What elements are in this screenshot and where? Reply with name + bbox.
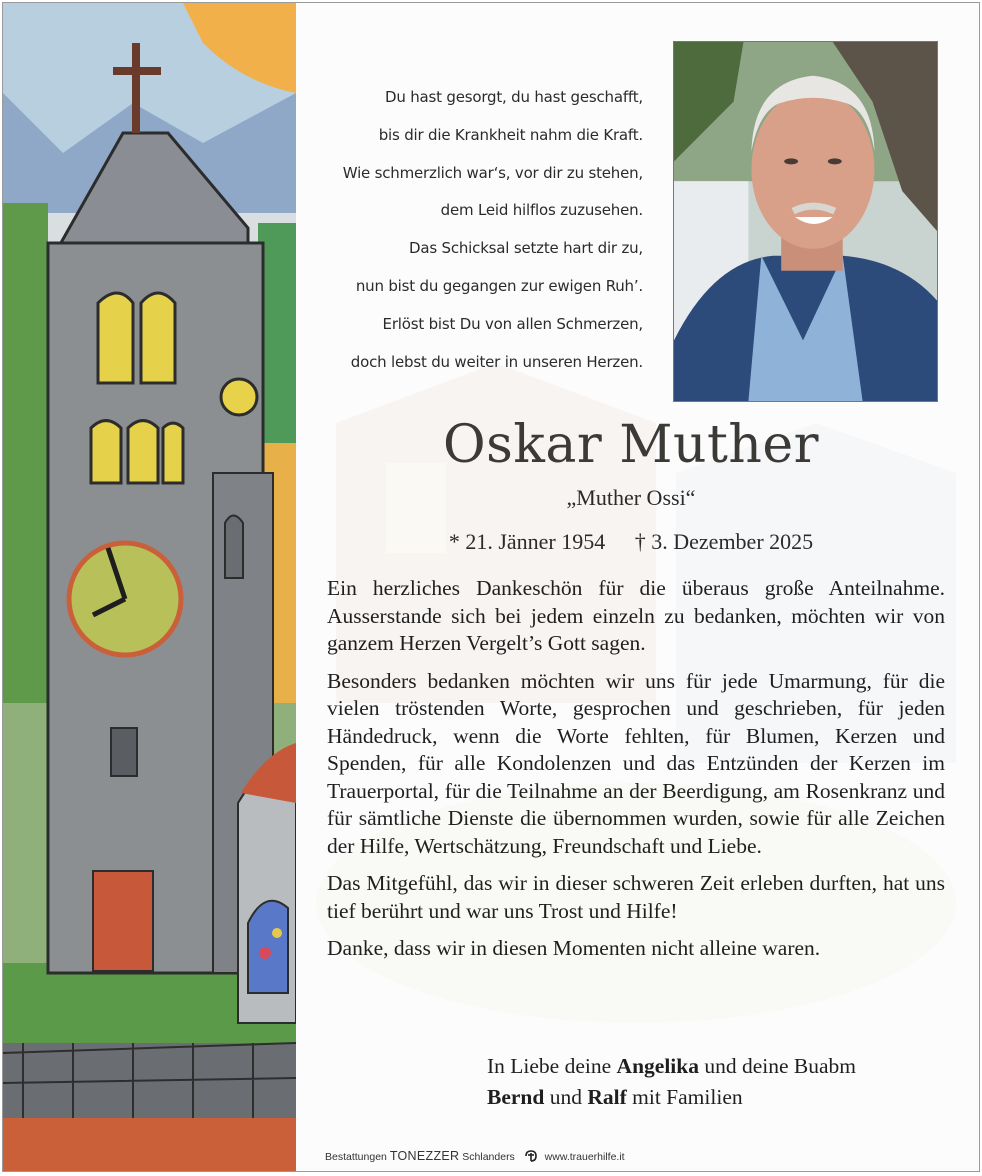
funeral-home-brand: TONEZZER bbox=[389, 1149, 460, 1163]
deceased-name: Oskar Muther bbox=[443, 415, 819, 475]
family-name: Angelika bbox=[616, 1054, 699, 1078]
poem-line: doch lebst du weiter in unseren Herzen. bbox=[350, 352, 643, 371]
obituary-card bbox=[2, 2, 980, 1172]
poem-line: Du hast gesorgt, du hast geschafft, bbox=[385, 88, 643, 106]
thank-you-text bbox=[327, 575, 945, 973]
trauerhilfe-logo-icon bbox=[524, 1150, 538, 1162]
signature-line-1 bbox=[487, 1051, 967, 1082]
signature bbox=[487, 1051, 967, 1113]
footer-place: Schlanders bbox=[462, 1151, 515, 1163]
paragraph: Besonders bedanken möchten wir uns für jede Umarmung, für die vielen tröstenden Worte, gesprochen und geschrieben, für jeden Händedruck, wenn die Worte fehlten, für Blumen, Kerzen und Spenden, für alle Kondolenzen und das Entzünden der Kerzen im Trauerportal, für die Teilnahme an der Beerdigung, am Rosenkranz und für sämtliche Dienste die übernommen wurden, sowie für alle Zeichen der Hilfe, Wertschätzung, Freundschaft und Liebe. bbox=[327, 668, 945, 858]
portrait-photo bbox=[673, 41, 938, 402]
family-name: Bernd bbox=[487, 1085, 545, 1109]
signature-text: und bbox=[549, 1085, 582, 1109]
paragraph: Ein herzliches Dankeschön für die überaus große Anteilnahme. Ausserstande sich bei jedem einzeln zu bedanken, möchten wir von ganzem Herzen Vergelt’s Gott sagen. bbox=[327, 576, 945, 655]
birth-date: * 21. Jänner 1954 bbox=[448, 529, 606, 554]
footer bbox=[325, 1149, 625, 1163]
signature-line-2 bbox=[487, 1082, 967, 1113]
poem-line: dem Leid hilflos zuzusehen. bbox=[440, 201, 643, 220]
signature-text: mit Familien bbox=[632, 1085, 743, 1109]
church-painting bbox=[3, 3, 296, 1172]
poem-line: bis dir die Krankheit nahm die Kraft. bbox=[378, 125, 643, 144]
footer-prefix: Bestattungen bbox=[325, 1151, 387, 1163]
website-link[interactable]: www.trauerhilfe.it bbox=[544, 1151, 625, 1163]
death-date: † 3. Dezember 2025 bbox=[634, 529, 814, 554]
poem-line: Das Schicksal setzte hart dir zu, bbox=[408, 239, 643, 258]
poem bbox=[303, 79, 643, 381]
deceased-nickname: „Muther Ossi“ bbox=[566, 485, 696, 510]
signature-text: und deine Buabm bbox=[704, 1054, 857, 1078]
family-name: Ralf bbox=[587, 1085, 627, 1109]
life-dates bbox=[296, 529, 966, 555]
poem-line: Wie schmerzlich war‘s, vor dir zu stehen, bbox=[342, 163, 643, 182]
poem-line: nun bist du gegangen zur ewigen Ruh’. bbox=[355, 276, 643, 295]
poem-line: Erlöst bist Du von allen Schmerzen, bbox=[382, 314, 643, 333]
paragraph: Das Mitgefühl, das wir in dieser schweren Zeit erleben durften, hat uns tief berührt und war uns Trost und Hilfe! bbox=[327, 871, 945, 923]
paragraph: Danke, dass wir in diesen Momenten nicht alleine waren. bbox=[327, 936, 821, 960]
signature-text: In Liebe deine bbox=[487, 1054, 612, 1078]
